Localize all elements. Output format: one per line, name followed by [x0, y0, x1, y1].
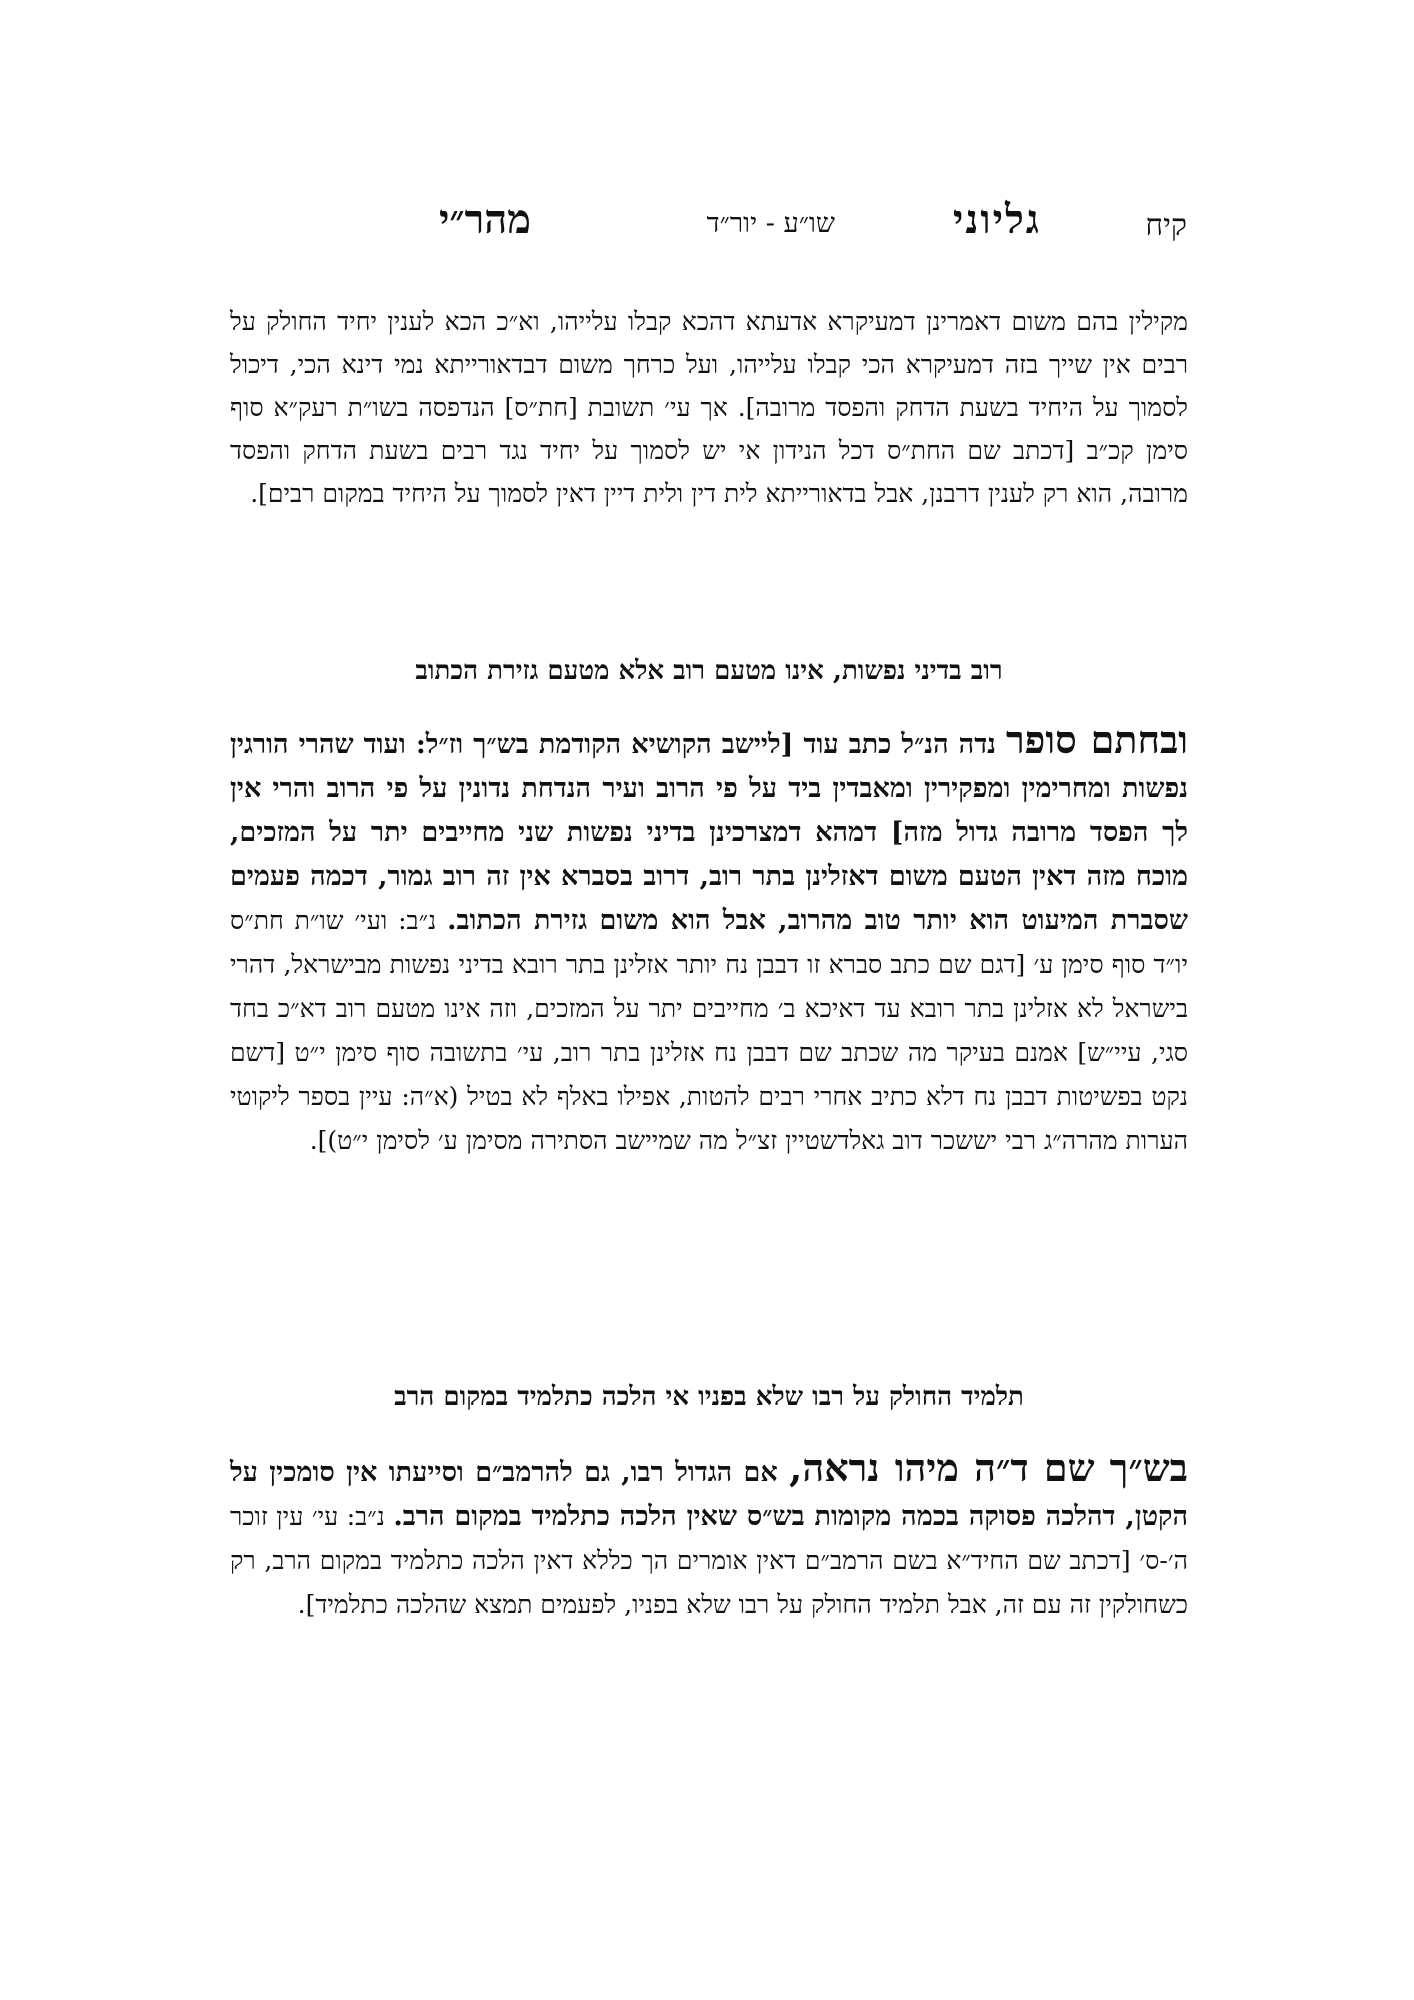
note-text: נ״ב: ועי׳ שו״ת חת״ס יו״ד סוף סימן ע׳ [דגם שם כתב סברא זו דבבן נח יותר אזלינן בתר רובא בדיני נפשות מבישראל, דהרי בישראל לא אזלינן בתר רובא עד דאיכא ב׳ מחייבים יתר על המזכים, וזה אינו מטעם רוב דא״כ בחד סגי, עיי״ש] אמנם בעיקר מה שכתב שם דבבן נח אזלינן בתר רוב, עי׳ בתשובה סוף סימן י״ט [דשם נקט בפשיטות דבבן נח דלא כתיב אחרי רבים להטות, אפילו באלף לא בטיל (א״ה: עיין בספר ליקוטי הערות מהרה״ג רבי יששכר דוב גאלדשטיין זצ״ל מה שמיישב הסתירה מסימן ע׳ לסימן י״ט)].: [230, 906, 1188, 1155]
note-text: נ״ב: עי׳ עין זוכר ה׳-ס׳ [דכתב שם החיד״א בשם הרמב״ם דאין אומרים הך כללא דאין הלכה כתלמיד במקום הרב, רק כשחולקין זה עם זה, אבל תלמיד החולק על רבו שלא בפניו, לפעמים תמצא שהלכה כתלמיד].: [230, 1502, 1188, 1619]
book-title: גליוני: [952, 196, 1041, 243]
paragraph-continuation: מקילין בהם משום דאמרינן דמעיקרא אדעתא דהכא קבלו עלייהו, וא״כ הכא לענין יחיד החולק על רבים אין שייך בזה דמעיקרא הכי קבלו עלייהו, ועל כרחך משום דבדאורייתא נמי דינא הכי, דיכול לסמוך על היחיד בשעת הדחק והפסד מרובה]. אך עי׳ תשובת [חת״ס] הנדפסה בשו״ת רעק״א סוף סימן קכ״ב [דכתב שם החת״ס דכל הנידון אי יש לסמוך על יחיד נגד רבים בשעת הדחק והפסד מרובה, הוא רק לענין דרבנן, אבל בדאורייתא לית דין ולית דיין דאין לסמוך על היחיד במקום רבים].: [230, 307, 1188, 508]
page-number: קיח: [1145, 208, 1187, 243]
paragraph-lead-rest: נדה הנ״ל כתב עוד [ליישב הקושיא הקודמת בש״ך וז״ל:: [415, 729, 1007, 760]
quoted-text: אם הגדול רבו, גם להרמב״ם וסייעתו אין סומכין על הקטן, דהלכה פסוקה בכמה מקומות בש״ס שאין הלכה כתלמיד במקום הרב.: [230, 1457, 1188, 1532]
quoted-text: ועוד שהרי הורגין נפשות ומחרימין ומפקירין ומאבדין ביד על פי הרוב ועיר הנדחת נדונין על פי הרוב והרי אין לך הפסד מרובה גדול מזה] דמהא דמצרכינן בדיני נפשות שני מחייבים יתר על המזכים, מוכח מזה דאין הטעם משום דאזלינן בתר רוב, דרוב בסברא אין זה רוב גמור, דכמה פעמים שסברת המיעוט הוא יותר טוב מהרוב, אבל הוא משום גזירת הכתוב.: [230, 729, 1189, 936]
book-subtitle: שו״ע - יור״ד: [706, 208, 835, 239]
paragraph-shach: [230, 1446, 1188, 1627]
book-author: מהר״י: [438, 196, 531, 243]
running-header: [365, 196, 1187, 256]
paragraph-chasam-sofer: [230, 718, 1188, 1163]
paragraph-lead-word: ובחתם סופר: [1006, 717, 1188, 762]
section-heading-2: תלמיד החולק על רבו שלא בפניו אי הלכה כתלמיד במקום הרב: [394, 1382, 1024, 1412]
section-heading-1: רוב בדיני נפשות, אינו מטעם רוב אלא מטעם גזירת הכתוב: [415, 656, 1003, 686]
paragraph-lead-word: בש״ך שם ד״ה מיהו נראה,: [789, 1445, 1188, 1490]
